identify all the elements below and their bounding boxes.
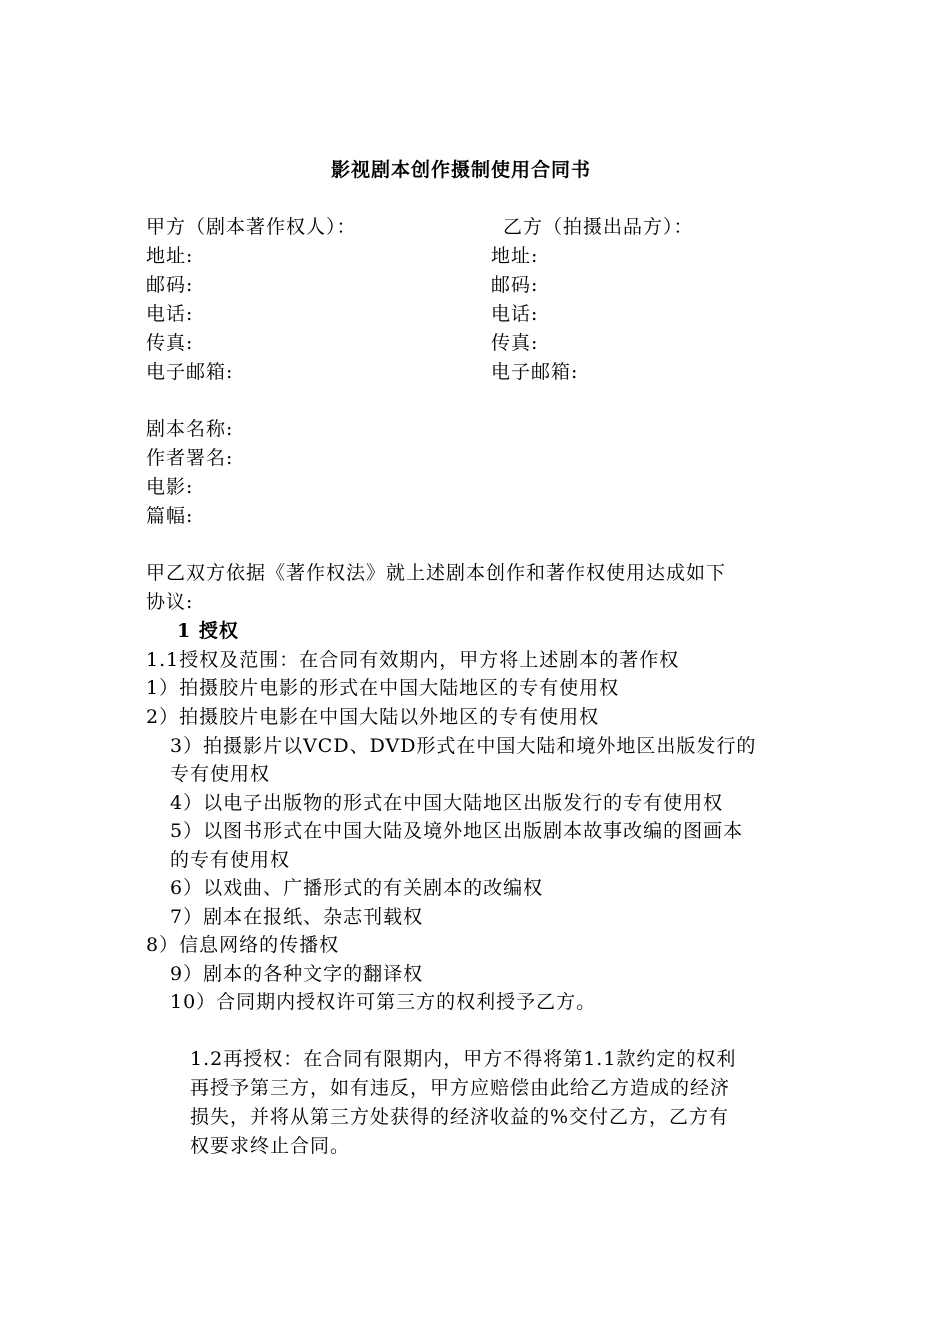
clause-1-2-line-4: 权要求终止合同。: [190, 1135, 351, 1157]
list-item-3-line-2: 专有使用权: [170, 763, 271, 785]
party-a-fax: 传真:: [146, 332, 194, 354]
clause-1-1: 1.1授权及范围：在合同有效期内，甲方将上述剧本的著作权: [146, 649, 680, 671]
party-b-fax: 传真:: [491, 332, 539, 354]
clause-1-2-line-2: 再授予第三方，如有违反，甲方应赔偿由此给乙方造成的经济: [190, 1077, 731, 1099]
clause-1-2-line-1: 1.2再授权：在合同有限期内，甲方不得将第1.1款约定的权利: [190, 1048, 737, 1070]
list-item-10: 10）合同期内授权许可第三方的权利授予乙方。: [170, 991, 597, 1013]
list-item-3-line-1: 3）拍摄影片以VCD、DVD形式在中国大陆和境外地区出版发行的: [170, 735, 757, 757]
section-1-heading: 1 授权: [177, 620, 239, 642]
list-item-7: 7）剧本在报纸、杂志刊载权: [170, 906, 424, 928]
party-b-email: 电子邮箱:: [491, 361, 579, 383]
list-item-8: 8）信息网络的传播权: [146, 934, 340, 956]
list-item-5-line-1: 5）以图书形式在中国大陆及境外地区出版剧本故事改编的图画本: [170, 820, 744, 842]
party-a-phone: 电话:: [146, 303, 194, 325]
party-a-address: 地址:: [146, 245, 194, 267]
film-field: 电影:: [146, 476, 194, 498]
party-a-email: 电子邮箱:: [146, 361, 234, 383]
list-item-2: 2）拍摄胶片电影在中国大陆以外地区的专有使用权: [146, 706, 600, 728]
list-item-5-line-2: 的专有使用权: [170, 849, 291, 871]
intro-paragraph-line-2: 协议:: [146, 591, 194, 613]
page-title: 影视剧本创作摄制使用合同书: [331, 159, 592, 181]
author-field: 作者署名:: [146, 447, 234, 469]
party-b-postcode: 邮码:: [491, 274, 539, 296]
party-a-postcode: 邮码:: [146, 274, 194, 296]
party-a-heading: 甲方（剧本著作权人）：: [146, 216, 357, 238]
list-item-4: 4）以电子出版物的形式在中国大陆地区出版发行的专有使用权: [170, 792, 724, 814]
list-item-1: 1）拍摄胶片电影的形式在中国大陆地区的专有使用权: [146, 677, 620, 699]
intro-paragraph-line-1: 甲乙双方依据《著作权法》就上述剧本创作和著作权使用达成如下: [146, 562, 727, 584]
party-b-address: 地址:: [491, 245, 539, 267]
party-b-heading: 乙方（拍摄出品方）：: [503, 216, 694, 238]
list-item-6: 6）以戏曲、广播形式的有关剧本的改编权: [170, 877, 544, 899]
length-field: 篇幅:: [146, 505, 194, 527]
list-item-9: 9）剧本的各种文字的翻译权: [170, 963, 424, 985]
party-b-phone: 电话:: [491, 303, 539, 325]
script-name-field: 剧本名称:: [146, 418, 234, 440]
clause-1-2-line-3: 损失，并将从第三方处获得的经济收益的%交付乙方，乙方有: [190, 1106, 730, 1128]
